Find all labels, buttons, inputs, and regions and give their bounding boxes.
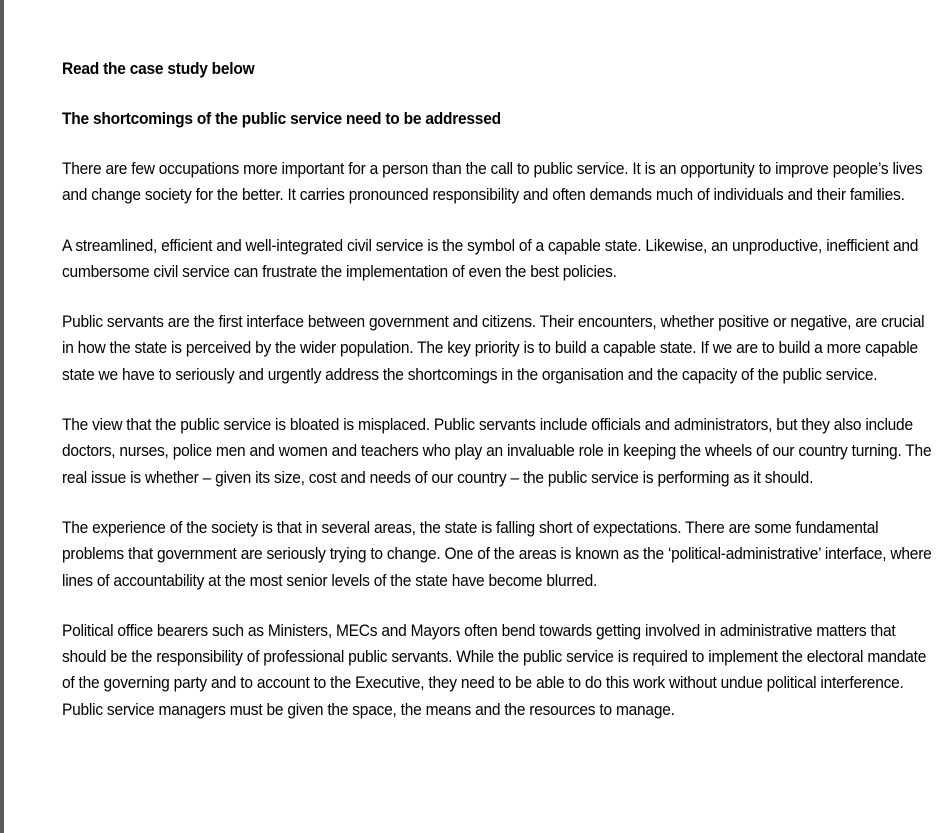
paragraph-5: The experience of the society is that in several areas, the state is falling short of expectations. There are some fundamental problems that government are seriously trying to change. One of the areas is known as the ‘political-administrative’ interface, where lines of accountability at the most senior levels of the state have become blurred. — [62, 517, 932, 590]
instruction-heading: Read the case study below — [62, 59, 255, 78]
page-edge-bar — [0, 0, 4, 833]
paragraph-3: Public servants are the first interface between government and citizens. Their encounters, whether positive or negative, are crucial in how the state is perceived by the wider population. The key priority is to build a capable state. If we are to build a more capable state we have to seriously and urgently address the shortcomings in the organisation and the capacity of the public service. — [62, 312, 925, 384]
paragraph-2: A streamlined, efficient and well-integrated civil service is the symbol of a capable state. Likewise, an unproductive, inefficient and cumbersome civil service can frustrate the implementation of even the best policies. — [62, 235, 919, 281]
paragraph-6: Political office bearers such as Ministers, MECs and Mayors often bend towards getting involved in administrative matters that should be the responsibility of professional public servants. While the public service is required to implement the electoral mandate of the governing party and to account to the Executive, they need to be able to do this work without undue political interference. Public service managers must be given the space, the means and the resources to manage. — [62, 620, 927, 719]
document-page — [62, 56, 938, 747]
paragraph-1: There are few occupations more important for a person than the call to public service. It is an opportunity to improve people’s lives and change society for the better. It carries pronounced responsibility and often demands much of individuals and their families. — [62, 159, 923, 205]
case-study-title: The shortcomings of the public service need to be addressed — [62, 109, 501, 128]
paragraph-4: The view that the public service is bloated is misplaced. Public servants include officials and administrators, but they also include doctors, nurses, police men and women and teachers who play an invaluable role in keeping the wheels of our country turning. The real issue is whether – given its size, cost and needs of our country – the public service is performing as it should. — [62, 415, 932, 487]
